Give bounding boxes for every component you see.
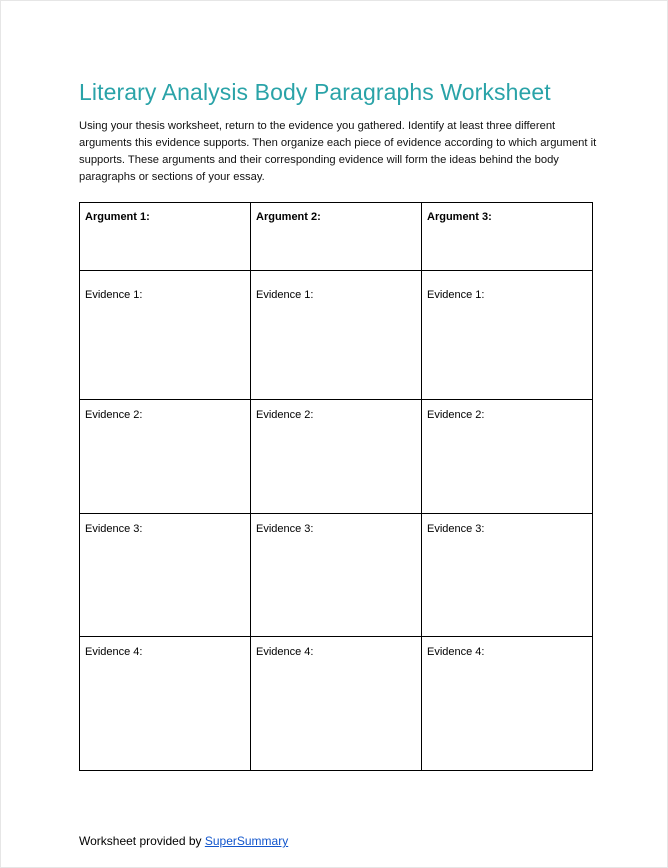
evidence-label: Evidence 4: <box>256 646 314 658</box>
evidence-3-cell[interactable] <box>80 514 251 637</box>
evidence-1-cell[interactable] <box>422 271 593 400</box>
argument-3-label: Argument 3: <box>427 211 492 223</box>
arguments-table <box>79 202 593 771</box>
table-row <box>80 400 593 514</box>
evidence-3-cell[interactable] <box>422 514 593 637</box>
evidence-2-cell[interactable] <box>251 400 422 514</box>
argument-1-label: Argument 1: <box>85 211 150 223</box>
table-row <box>80 271 593 400</box>
evidence-1-cell[interactable] <box>80 271 251 400</box>
evidence-4-cell[interactable] <box>422 637 593 771</box>
supersummary-link[interactable]: SuperSummary <box>204 834 289 848</box>
argument-1-cell[interactable] <box>80 203 251 271</box>
evidence-label: Evidence 4: <box>85 646 143 658</box>
table-row <box>80 514 593 637</box>
argument-2-label: Argument 2: <box>256 211 321 223</box>
evidence-label: Evidence 2: <box>427 409 485 421</box>
evidence-label: Evidence 1: <box>256 289 314 301</box>
worksheet-title: Literary Analysis Body Paragraphs Worksheet <box>79 79 551 105</box>
evidence-2-cell[interactable] <box>422 400 593 514</box>
argument-3-cell[interactable] <box>422 203 593 271</box>
evidence-2-cell[interactable] <box>80 400 251 514</box>
evidence-label: Evidence 3: <box>256 523 314 535</box>
intro-paragraph: Using your thesis worksheet, return to the evidence you gathered. Identify at least three different arguments this evidence supports. Then organize each piece of evidence according to which argument it supports. These arguments and their corresponding evidence will form the ideas behind the body paragraphs or sections of your essay. <box>79 120 597 183</box>
evidence-label: Evidence 2: <box>256 409 314 421</box>
evidence-1-cell[interactable] <box>251 271 422 400</box>
evidence-label: Evidence 4: <box>427 646 485 658</box>
footer-credit <box>79 834 288 848</box>
evidence-label: Evidence 3: <box>85 523 143 535</box>
evidence-label: Evidence 1: <box>427 289 485 301</box>
evidence-label: Evidence 2: <box>85 409 143 421</box>
table-row <box>80 637 593 771</box>
evidence-4-cell[interactable] <box>251 637 422 771</box>
argument-2-cell[interactable] <box>251 203 422 271</box>
table-header-row <box>80 203 593 271</box>
evidence-label: Evidence 1: <box>85 289 143 301</box>
evidence-label: Evidence 3: <box>427 523 485 535</box>
evidence-3-cell[interactable] <box>251 514 422 637</box>
evidence-4-cell[interactable] <box>80 637 251 771</box>
footer-text: Worksheet provided by <box>79 834 205 848</box>
